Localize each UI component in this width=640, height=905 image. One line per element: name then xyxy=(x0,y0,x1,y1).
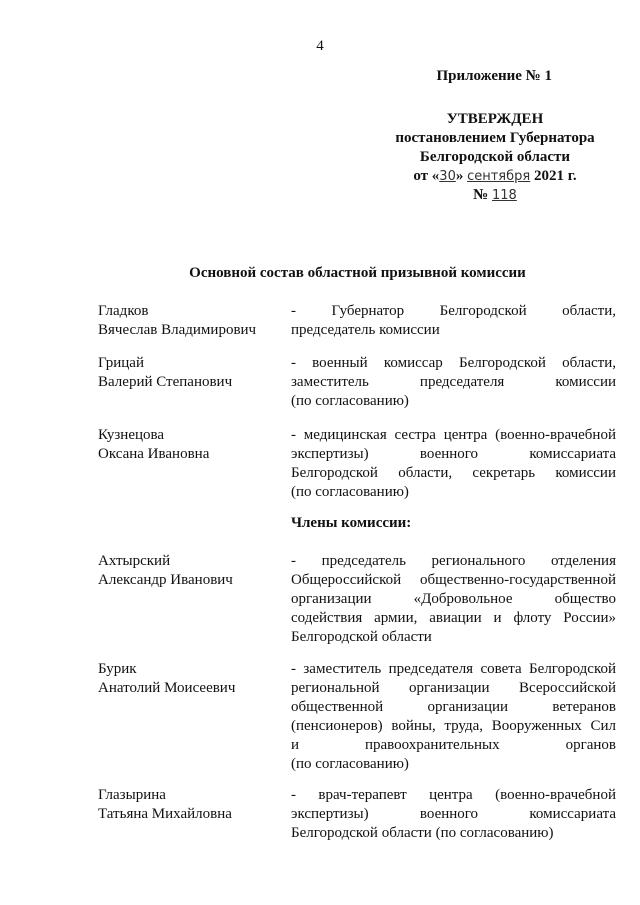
member-given-names: Анатолий Моисеевич xyxy=(98,680,236,696)
role-line: Белгородской области, секретарь комиссии xyxy=(291,465,616,481)
member-role xyxy=(291,660,616,774)
role-line: - председатель регионального отделения xyxy=(291,553,616,569)
approval-block xyxy=(380,110,610,205)
role-line: (по согласованию) xyxy=(291,393,409,409)
member-role xyxy=(291,786,616,843)
role-line: - заместитель председателя совета Белгородской xyxy=(291,661,616,677)
role-line: - Губернатор Белгородской области, xyxy=(291,303,616,319)
annex-label: Приложение № 1 xyxy=(436,68,552,84)
page-number: 4 xyxy=(316,38,324,54)
role-line: Общероссийской общественно-государственной xyxy=(291,572,616,588)
member-surname: Ахтырский xyxy=(98,553,171,569)
role-line: заместитель председателя комиссии xyxy=(291,374,616,390)
approval-line-2: Белгородской области xyxy=(419,149,571,165)
role-line: председатель комиссии xyxy=(291,322,440,338)
member-name xyxy=(98,786,278,824)
member-given-names: Вячеслав Владимирович xyxy=(98,322,257,338)
member-name xyxy=(98,426,278,464)
date-prefix: от « xyxy=(413,168,440,184)
member-surname: Глазырина xyxy=(98,787,166,803)
role-line: Белгородской области (по согласованию) xyxy=(291,825,554,841)
role-line: (по согласованию) xyxy=(291,484,409,500)
member-role xyxy=(291,302,616,340)
approval-title: УТВЕРЖДЕН xyxy=(446,111,544,127)
date-year: 2021 г. xyxy=(533,168,577,184)
date-day: 30 xyxy=(439,169,456,184)
role-line: (по согласованию) xyxy=(291,756,409,772)
member-role xyxy=(291,426,616,502)
role-line: региональной организации Всероссийской xyxy=(291,680,616,696)
role-line: содействия армии, авиации и флоту России» xyxy=(291,610,616,626)
role-line: общественной организации ветеранов xyxy=(291,699,616,715)
member-name xyxy=(98,302,278,340)
member-name xyxy=(98,552,278,590)
role-line: - медицинская сестра центра (военно-врачебной xyxy=(291,427,616,443)
member-given-names: Валерий Степанович xyxy=(98,374,233,390)
approval-line-1: постановлением Губернатора xyxy=(395,130,595,146)
number-value: 118 xyxy=(492,188,517,203)
members-heading: Члены комиссии: xyxy=(291,515,412,531)
document-title: Основной состав областной призывной комиссии xyxy=(189,265,526,281)
member-name xyxy=(98,660,278,698)
member-given-names: Оксана Ивановна xyxy=(98,446,210,462)
member-given-names: Татьяна Михайловна xyxy=(98,806,232,822)
member-surname: Кузнецова xyxy=(98,427,165,443)
approval-date xyxy=(380,167,610,186)
member-role xyxy=(291,354,616,411)
role-line: экспертизы) военного комиссариата xyxy=(291,446,616,462)
role-line: экспертизы) военного комиссариата xyxy=(291,806,616,822)
role-line: (пенсионеров) войны, труда, Вооруженных Сил xyxy=(291,718,616,734)
member-given-names: Александр Иванович xyxy=(98,572,233,588)
approval-number xyxy=(380,186,610,205)
member-surname: Грицай xyxy=(98,355,144,371)
date-month: сентября xyxy=(467,169,531,184)
role-line: - врач-терапевт центра (военно-врачебной xyxy=(291,787,616,803)
role-line: Белгородской области xyxy=(291,629,432,645)
member-surname: Бурик xyxy=(98,661,137,677)
member-role xyxy=(291,552,616,647)
date-mid: » xyxy=(455,168,464,184)
role-line: и правоохранительных органов xyxy=(291,737,616,753)
member-name xyxy=(98,354,278,392)
role-line: - военный комиссар Белгородской области, xyxy=(291,355,616,371)
role-line: организации «Добровольное общество xyxy=(291,591,616,607)
number-prefix: № xyxy=(473,187,489,203)
member-surname: Гладков xyxy=(98,303,149,319)
